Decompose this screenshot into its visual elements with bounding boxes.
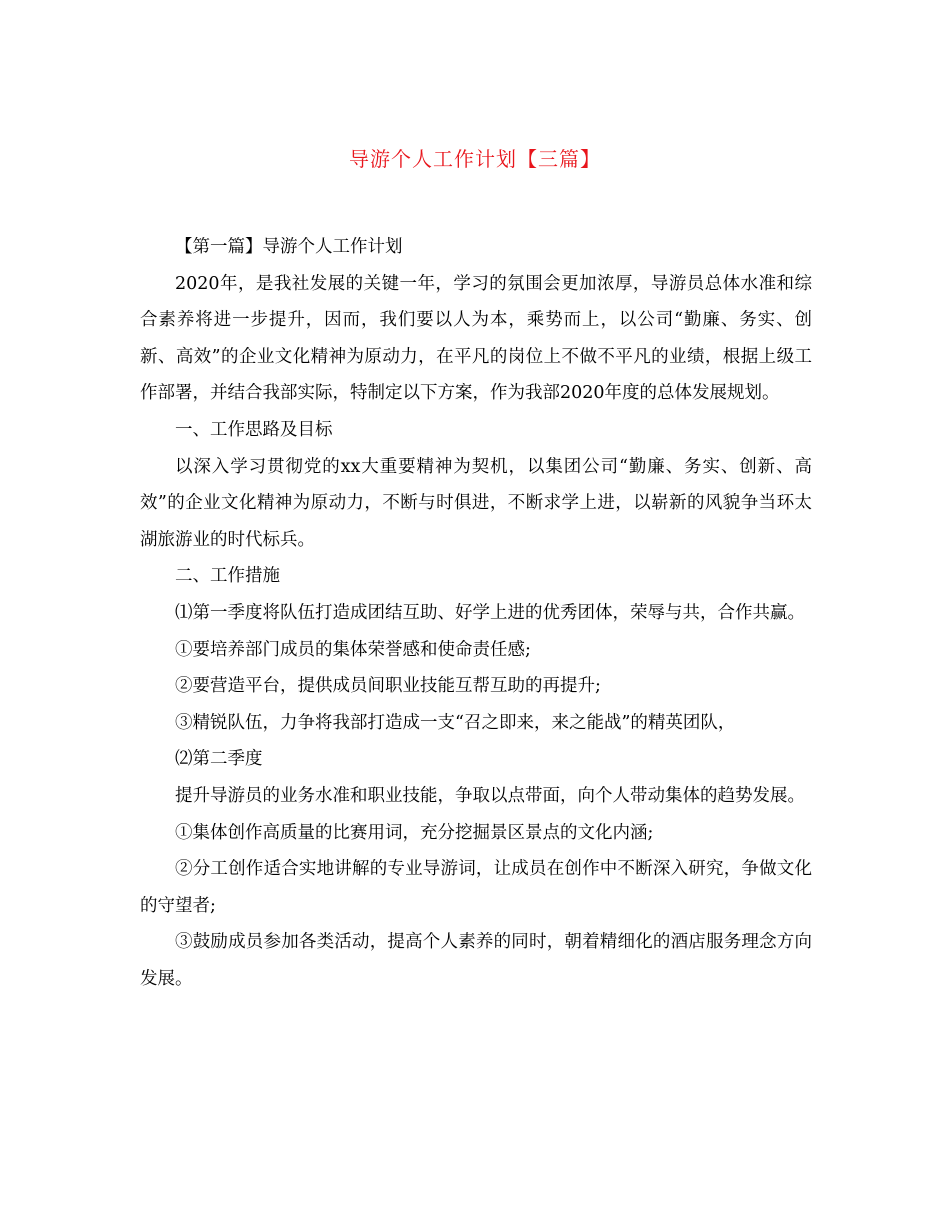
list-item: ①集体创作高质量的比赛用词，充分挖掘景区景点的文化内涵;	[175, 822, 654, 843]
section-heading: 【第一篇】导游个人工作计划	[175, 237, 403, 257]
list-item: ③鼓励成员参加各类活动，提高个人素养的同时，朝着精细化的酒店服务理念方向发展。	[140, 932, 812, 989]
list-item: ①要培养部门成员的集体荣誉感和使命责任感;	[175, 639, 531, 660]
list-item: ③精锐队伍，力争将我部打造成一支“召之即来，来之能战”的精英团队，	[175, 712, 736, 733]
paragraph: ⑴第一季度将队伍打造成团结互助、好学上进的优秀团体，荣辱与共，合作共赢。	[175, 602, 805, 623]
list-item: ②要营造平台，提供成员间职业技能互帮互助的再提升;	[175, 676, 601, 697]
paragraph: 2020年，是我社发展的关键一年，学习的氛围会更加浓厚，导游员总体水准和综合素养将进一步提升，因而，我们要以人为本，乘势而上，以公司“勤廉、务实、创新、高效”的企业文化精神为原动力，在平凡的岗位上不做不平凡的业绩，根据上级工作部署，并结合我部实际，特制定以下方案，作为我部2020年度的总体发展规划。	[140, 273, 812, 404]
paragraph: 以深入学习贯彻党的xx大重要精神为契机，以集团公司“勤廉、务实、创新、高效”的企业文化精神为原动力，不断与时俱进，不断求学上进，以崭新的风貌争当环太湖旅游业的时代标兵。	[140, 456, 812, 550]
document-body	[140, 229, 812, 997]
list-item: ②分工创作适合实地讲解的专业导游词，让成员在创作中不断深入研究，争做文化的守望者;	[140, 859, 812, 916]
section-heading: 一、工作思路及目标	[175, 419, 333, 440]
paragraph: 提升导游员的业务水准和职业技能，争取以点带面，向个人带动集体的趋势发展。	[175, 785, 805, 806]
document-title: 导游个人工作计划【三篇】	[349, 147, 601, 171]
section-heading: 二、工作措施	[175, 566, 280, 587]
subsection-heading: ⑵第二季度	[175, 749, 263, 770]
